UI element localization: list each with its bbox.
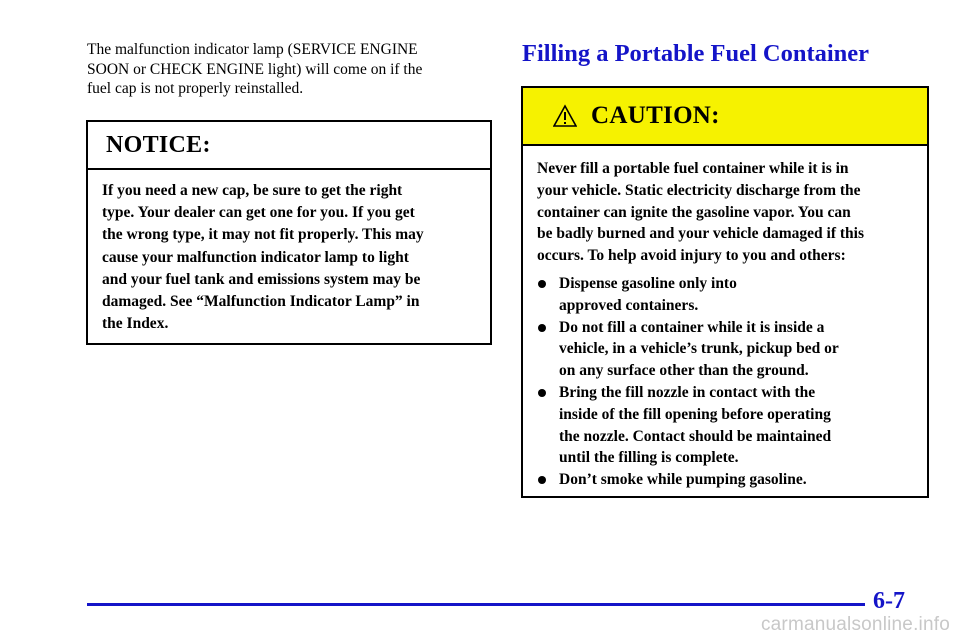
caution-line: be badly burned and your vehicle damaged if this (537, 225, 864, 243)
bullet-line: Dispense gasoline only into (559, 274, 737, 292)
caution-line: Never fill a portable fuel container while it is in (537, 160, 849, 177)
footer-rule (87, 603, 865, 606)
notice-header (88, 122, 490, 170)
intro-line: SOON or CHECK ENGINE light) will come on if the (87, 60, 423, 78)
notice-box (86, 120, 492, 345)
caution-box (521, 86, 929, 498)
watermark: carmanualsonline.info (760, 614, 950, 635)
notice-line: type. Your dealer can get one for you. If you get (102, 204, 415, 222)
bullet-line: Bring the fill nozzle in contact with the (559, 383, 816, 401)
bullet-line: until the filling is complete. (559, 449, 739, 467)
bullet-icon (538, 389, 546, 397)
caution-line: container can ignite the gasoline vapor. You can (537, 203, 851, 221)
caution-line: your vehicle. Static electricity discharge from the (537, 181, 861, 199)
caution-header (523, 88, 927, 146)
page-number: 6-7 (873, 588, 905, 614)
bullet-icon (538, 280, 546, 288)
warning-triangle-icon (553, 104, 577, 128)
notice-line: the Index. (102, 315, 169, 333)
bullet-line: on any surface other than the ground. (559, 362, 809, 380)
bullet-line: the nozzle. Contact should be maintained (559, 427, 832, 445)
bullet-item (537, 469, 913, 491)
notice-line: damaged. See “Malfunction Indicator Lamp” in (102, 293, 420, 311)
notice-line: cause your malfunction indicator lamp to light (102, 248, 409, 266)
bullet-line: Do not fill a container while it is inside a (559, 318, 825, 336)
bullet-line: inside of the fill opening before operating (559, 405, 831, 423)
caution-line: occurs. To help avoid injury to you and others: (537, 247, 846, 265)
bullet-item (537, 273, 913, 317)
caution-body (523, 146, 927, 491)
bullet-item (537, 317, 913, 382)
intro-paragraph (87, 40, 487, 99)
bullet-icon (538, 476, 546, 484)
bullet-line: approved containers. (559, 296, 699, 314)
notice-line: If you need a new cap, be sure to get the right (102, 182, 403, 199)
caution-intro (537, 158, 913, 267)
caution-title: CAUTION: (591, 102, 720, 129)
notice-line: the wrong type, it may not fit properly. This may (102, 226, 424, 244)
bullet-line: Don’t smoke while pumping gasoline. (559, 471, 807, 489)
intro-line: fuel cap is not properly reinstalled. (87, 80, 304, 97)
bullet-line: vehicle, in a vehicle’s trunk, pickup bed or (559, 340, 839, 358)
notice-title: NOTICE: (106, 131, 211, 158)
notice-body (88, 170, 490, 335)
section-title: Filling a Portable Fuel Container (522, 40, 870, 67)
notice-line: and your fuel tank and emissions system may be (102, 270, 421, 288)
bullet-icon (538, 324, 546, 332)
intro-line: The malfunction indicator lamp (SERVICE ENGINE (87, 41, 418, 58)
bullet-item (537, 382, 913, 469)
caution-bullet-list (537, 273, 913, 491)
